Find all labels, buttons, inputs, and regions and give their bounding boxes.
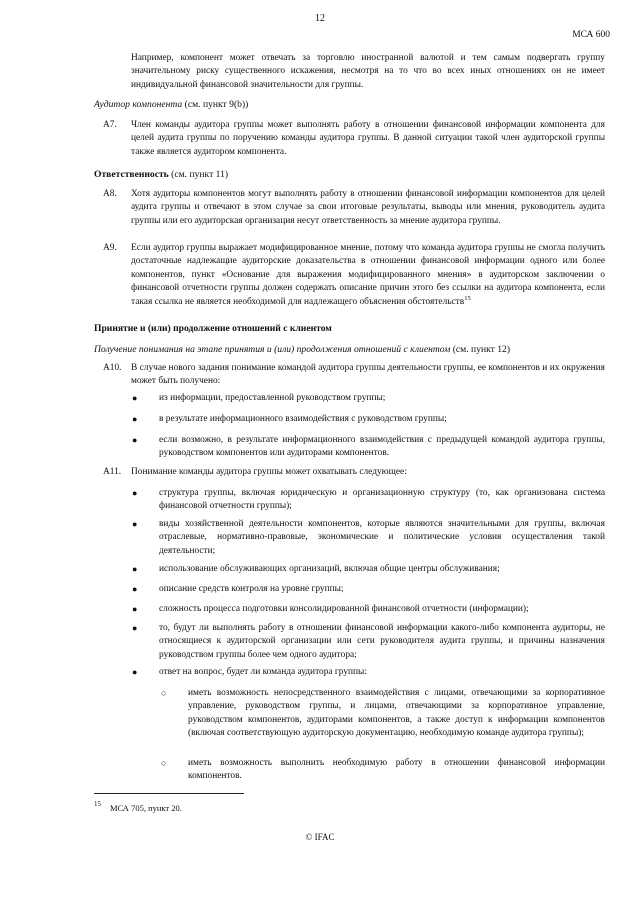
footnote-text: МСА 705, пункт 20. (110, 803, 182, 813)
sub-list-item: иметь возможность непосредственного взаимодействия с лицами, отвечающими за корпоративное управление, руководством группы, и лицами, отвечающими за корпоративное управление, руководством компонентов, аудиторами компонентов, а также доступ к информации компонентов (включая соответствующую аудиторскую документацию, необходимую команде аудитора группы); (188, 688, 605, 739)
paragraph-label-a7: A7. (103, 120, 117, 130)
list-item: в результате информационного взаимодействия с руководством группы; (159, 414, 447, 424)
bullet-icon: ● (132, 584, 138, 594)
paragraph-label-a9: A9. (103, 243, 117, 253)
paragraph-a7: Член команды аудитора группы может выполнять работу в отношении финансовой информации компонента для целей аудита группы по поручению команды аудитора группы. В данной ситуации такой член аудиторской группы также является аудитором компонента. (131, 120, 605, 157)
paragraph-a9 (131, 242, 605, 309)
list-item: описание средств контроля на уровне группы; (159, 584, 344, 594)
intro-paragraph: Например, компонент может отвечать за торговлю иностранной валютой и тем самым подвергать группу значительному риску существенного искажения, несмотря на то что во всех иных отношениях он не имеет индивидуальной финансовой значительности для группы. (131, 53, 605, 90)
bullet-icon: ● (132, 604, 138, 614)
paragraph-label-a11: A11. (103, 467, 122, 477)
heading-component-auditor-title: Аудитор компонента (94, 99, 183, 110)
heading-responsibility (94, 168, 228, 181)
paragraph-label-a10: A10. (103, 363, 122, 373)
list-item: сложность процесса подготовки консолидированной финансовой отчетности (информации); (159, 604, 529, 614)
subheading-understanding-title: Получение понимания на этапе принятия и (или) продолжения отношений с клиентом (94, 344, 451, 355)
hollow-bullet-icon: ○ (161, 758, 167, 768)
heading-client-acceptance: Принятие и (или) продолжение отношений с клиентом (94, 323, 332, 334)
paragraph-a8: Хотя аудиторы компонентов могут выполнять работу в отношении финансовой информации компонентов для целей аудита группы и отвечают в этом случае за свои итоговые результаты, выводы или мнения, руководитель аудита группы или его аудиторская организация несут ответственность за мнение аудитора группы. (131, 189, 605, 226)
list-item: виды хозяйственной деятельности компонентов, которые являются значительными для группы, включая отраслевые, нормативно-правовые, экономические и политические условия осуществления такой деятельности; (159, 519, 605, 556)
heading-responsibility-ref: (см. пункт 11) (171, 169, 229, 180)
list-item: ответ на вопрос, будет ли команда аудитора группы: (159, 667, 367, 677)
page-number: 12 (315, 13, 325, 24)
heading-component-auditor-ref: (см. пункт 9(b)) (184, 99, 249, 110)
bullet-icon: ● (132, 414, 138, 424)
footnote-reference: 15 (464, 294, 471, 302)
bullet-icon: ● (132, 488, 138, 498)
bullet-icon: ● (132, 435, 138, 445)
heading-responsibility-title: Ответственность (94, 169, 169, 180)
footnote-divider (94, 793, 244, 794)
page-footer: © IFAC (305, 832, 335, 842)
hollow-bullet-icon: ○ (161, 688, 167, 698)
list-item: использование обслуживающих организаций, включая общие центры обслуживания; (159, 564, 500, 574)
bullet-icon: ● (132, 667, 138, 677)
bullet-icon: ● (132, 519, 138, 529)
paragraph-a11: Понимание команды аудитора группы может охватывать следующее: (131, 467, 407, 477)
list-item: если возможно, в результате информационного взаимодействия с предыдущей командой аудитора группы, руководством компонентов или аудиторами компонентов. (159, 435, 605, 459)
standard-code: МСА 600 (572, 30, 610, 40)
bullet-icon: ● (132, 393, 138, 403)
bullet-icon: ● (132, 564, 138, 574)
subheading-understanding (94, 343, 510, 356)
subheading-understanding-ref: (см. пункт 12) (452, 344, 511, 355)
footnote-mark: 15 (94, 800, 101, 808)
paragraph-a9-text: Если аудитор группы выражает модифицированное мнение, потому что команда аудитора группы не смогла получить достаточные надлежащие аудиторские доказательства в отношении финансовой информации одного или более компонентов, пункт «Основание для выражения модифицированного мнения» в аудиторском заключении о финансовой отчетности группы должен содержать описание причин этого без ссылки на аудитора компонента, если такая ссылка не является необходимой для надлежащего объяснения обстоятельств (131, 243, 605, 307)
list-item: из информации, предоставленной руководством группы; (159, 393, 386, 403)
list-item: то, будут ли выполнять работу в отношении финансовой информации какого-либо компонента аудиторы, не относящиеся к аудиторской организации или сети руководителя аудита группы, и причины назначения руководством группы более чем одного аудитора; (159, 623, 605, 660)
paragraph-a10: В случае нового задания понимание командой аудитора группы деятельности группы, ее компонентов и их окружения может быть получено: (131, 363, 605, 387)
heading-component-auditor (94, 98, 248, 111)
sub-list-item: иметь возможность выполнить необходимую работу в отношении финансовой информации компонентов. (188, 758, 605, 782)
paragraph-label-a8: A8. (103, 189, 117, 199)
bullet-icon: ● (132, 623, 138, 633)
list-item: структура группы, включая юридическую и организационную структуру (то, как организована система финансовой отчетности группы); (159, 488, 605, 512)
